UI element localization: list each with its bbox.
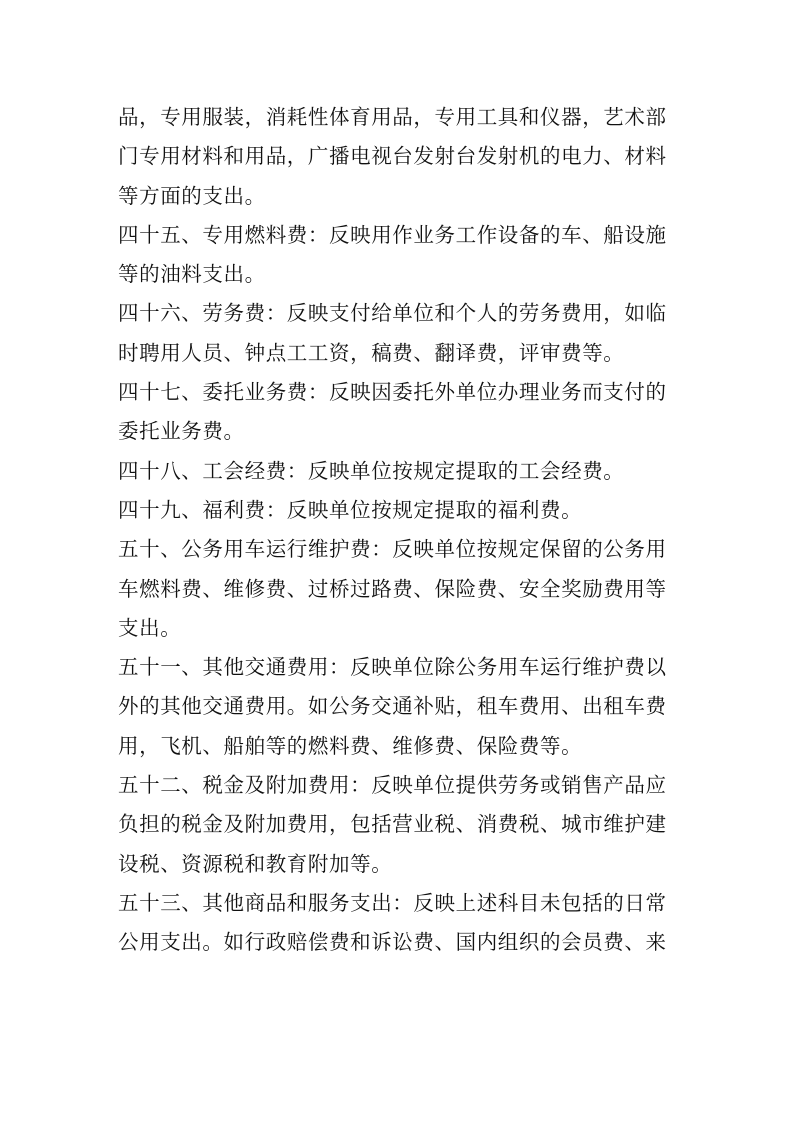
paragraph-item-53 [118,884,678,963]
text-line: 五十三、其他商品和服务支出：反映上述科目未包括的日常 [118,890,667,915]
document-body [118,98,678,963]
text-line: 品，专用服装，消耗性体育用品，专用工具和仪器，艺术部 [118,105,667,129]
paragraph-item-45 [118,216,678,295]
text-line: 四十九、福利费：反映单位按规定提取的福利费。 [118,497,583,522]
text-line: 用，飞机、船舶等的燃料费、维修费、保险费等。 [118,733,583,758]
paragraph-continuation [118,98,678,216]
paragraph-item-46 [118,294,678,373]
paragraph-item-47 [118,373,678,452]
paragraph-item-49 [118,491,678,530]
text-line: 门专用材料和用品，广播电视台发射台发射机的电力、材料 [118,144,667,169]
text-line: 等的油料支出。 [118,262,266,287]
text-line: 四十五、专用燃料费：反映用作业务工作设备的车、船设施 [118,222,667,247]
paragraph-item-48 [118,452,678,491]
text-line: 五十二、税金及附加费用：反映单位提供劳务或销售产品应 [118,773,667,798]
paragraph-item-51 [118,648,678,766]
text-line: 五十、公务用车运行维护费：反映单位按规定保留的公务用 [118,537,667,562]
text-line: 负担的税金及附加费用，包括营业税、消费税、城市维护建 [118,812,667,837]
text-line: 公用支出。如行政赔偿费和诉讼费、国内组织的会员费、来 [118,930,667,955]
text-line: 等方面的支出。 [118,183,266,208]
text-line: 四十六、劳务费：反映支付给单位和个人的劳务费用，如临 [118,301,667,326]
text-line: 四十七、委托业务费：反映因委托外单位办理业务而支付的 [118,380,667,405]
text-line: 时聘用人员、钟点工工资，稿费、翻译费，评审费等。 [118,340,625,365]
text-line: 车燃料费、维修费、过桥过路费、保险费、安全奖励费用等 [118,576,667,601]
paragraph-item-52 [118,766,678,884]
text-line: 外的其他交通费用。如公务交通补贴，租车费用、出租车费 [118,694,667,719]
text-line: 四十八、工会经费：反映单位按规定提取的工会经费。 [118,458,625,483]
text-line: 委托业务费。 [118,419,245,444]
text-line: 五十一、其他交通费用：反映单位除公务用车运行维护费以 [118,655,667,680]
text-line: 支出。 [118,615,182,640]
paragraph-item-50 [118,530,678,648]
text-line: 设税、资源税和教育附加等。 [118,851,393,876]
